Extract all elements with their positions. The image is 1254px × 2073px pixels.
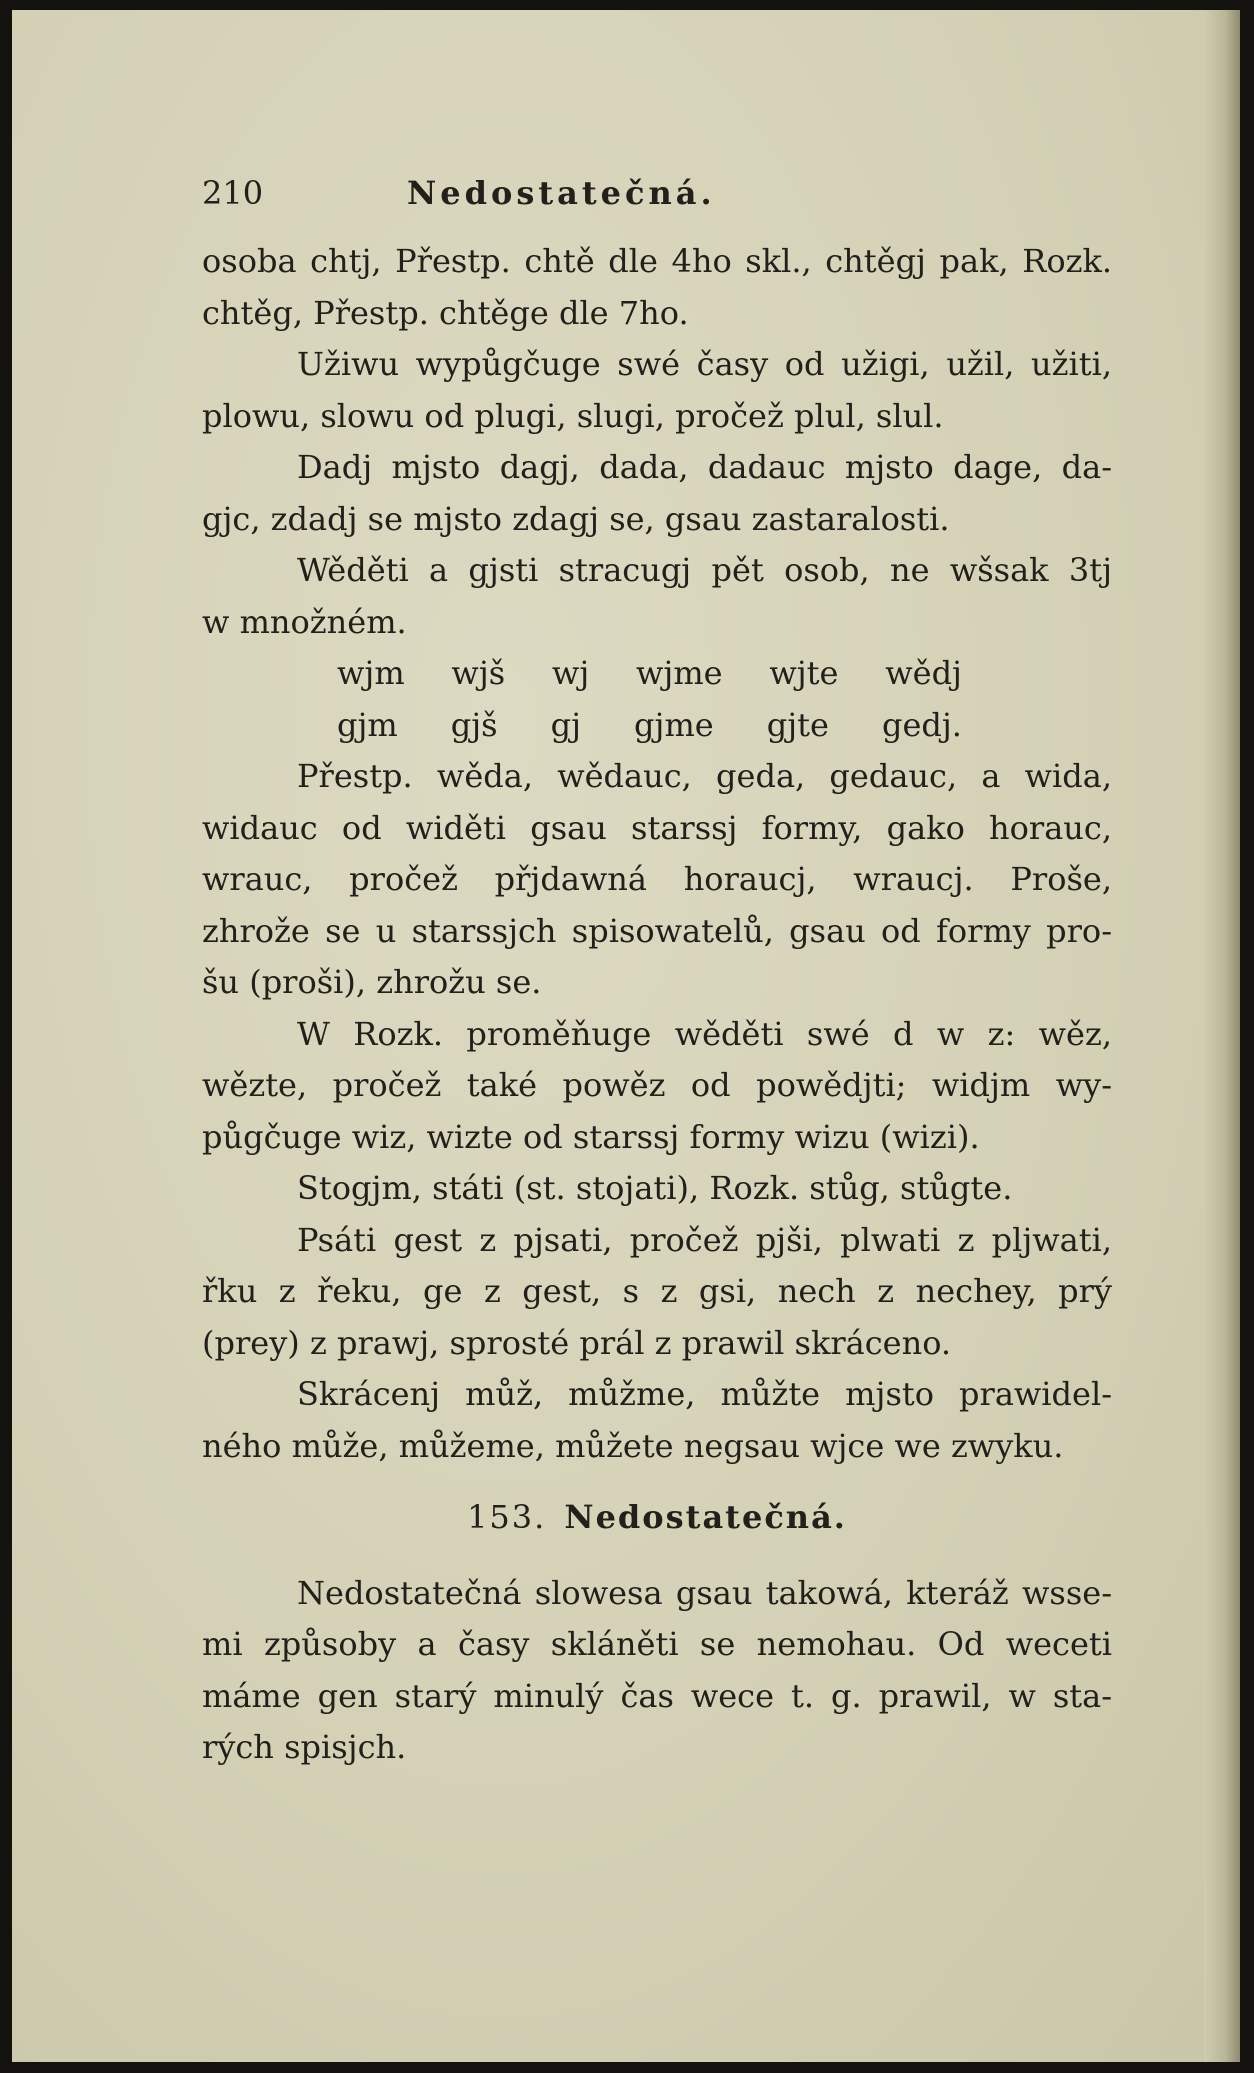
text-line: mi způsoby a časy skláněti se nemohau. Od weceti [202,1625,1112,1663]
text-line: wrauc, pročež přjdawná horaucj, wraucj. Proše, [202,860,1112,898]
paragraph [202,1009,1112,1164]
section-heading [202,1492,1112,1544]
text-line: řku z řeku, ge z gest, s z gsi, nech z nechey, prý [202,1272,1112,1310]
page-number: 210 [202,174,264,212]
paragraph [202,236,1112,339]
text-line: W Rozk. proměňuge wěděti swé d w z: wěz, [297,1014,1112,1053]
book-page [12,10,1240,2062]
paragraph [202,1215,1112,1370]
paradigm-form: wjte [769,654,839,692]
text-line: w množném. [202,602,407,641]
paragraph [202,1163,1112,1215]
paragraph [202,442,1112,545]
text-line: Přestp. wěda, wědauc, geda, gedauc, a wida, [297,757,1112,795]
paradigm-form: wj [551,654,590,692]
text-line: Psáti gest z pjsati, pročež pjši, plwati z pljwati, [297,1220,1112,1259]
text-line: chtěg, Přestp. chtěge dle 7ho. [202,293,689,332]
paradigm-row-1 [202,648,1112,700]
paradigm-form: wjm [337,654,405,692]
text-line: máme gen starý minulý čas wece t. g. prawil, w sta- [202,1676,1112,1715]
paradigm-form: gjš [450,705,498,744]
paradigm-form: gj [550,705,582,744]
text-line: Nedostatečná slowesa gsau takowá, kteráž wsse- [297,1573,1112,1612]
paragraph-group-1 [202,236,1112,648]
text-line: (prey) z prawj, sprosté prál z prawil skráceno. [202,1323,952,1362]
paradigm-form: gjm [337,705,398,744]
text-line: půgčuge wiz, wizte od starssj formy wizu (wizi). [202,1117,980,1156]
text-line: rých spisjch. [202,1728,407,1766]
paradigm-form: gjte [766,705,829,744]
text-line: gjc, zdadj se mjsto zdagj se, gsau zastaralosti. [202,499,950,538]
page-header [202,168,1112,230]
paradigm-row-2 [202,700,1112,752]
text-line: widauc od widěti gsau starssj formy, gako horauc, [202,808,1112,847]
paragraph [202,1369,1112,1472]
text-line: osoba chtj, Přestp. chtě dle 4ho skl., chtěgj pak, Rozk. [202,242,1112,280]
text-line: ného může, můžeme, můžete negsau wjce we zwyku. [202,1426,1064,1465]
paragraph [202,751,1112,1009]
text-line: zhrože se u starssjch spisowatelů, gsau od formy pro- [202,911,1112,950]
text-line: wězte, pročež také powěz od powědjti; widjm wy- [202,1066,1112,1104]
section-title: Nedostatečná. [564,1498,847,1536]
paragraph [202,545,1112,648]
text-line: šu (proši), zhrožu se. [202,963,542,1001]
paradigm-form: gjme [634,705,714,744]
paradigm-form: gedj. [881,705,962,744]
paragraph-group-3 [202,1568,1112,1774]
text-line: plowu, slowu od plugi, slugi, pročež plul, slul. [202,396,944,435]
paradigm-form: wědj [885,654,962,692]
text-line: Wěděti a gjsti stracugj pět osob, ne wšsak 3tj [297,551,1112,589]
text-line: Dadj mjsto dagj, dada, dadauc mjsto dage, da- [297,448,1112,486]
paradigm-form: wjme [636,654,723,692]
paragraph [202,339,1112,442]
paradigm-form: wjš [451,654,506,692]
text-line: Stogjm, státi (st. stojati), Rozk. stůg, stůgte. [297,1169,1013,1207]
text-line: Užiwu wypůgčuge swé časy od užigi, užil, užiti, [297,345,1112,383]
page-text-block [202,168,1112,1774]
page-spine-shadow [1204,10,1240,2062]
section-number: 153. [467,1498,547,1536]
running-title: Nedostatečná. [407,174,716,212]
text-line: Skrácenj můž, můžme, můžte mjsto prawidel- [297,1375,1112,1413]
paragraph [202,1568,1112,1774]
paragraph-group-2 [202,751,1112,1472]
